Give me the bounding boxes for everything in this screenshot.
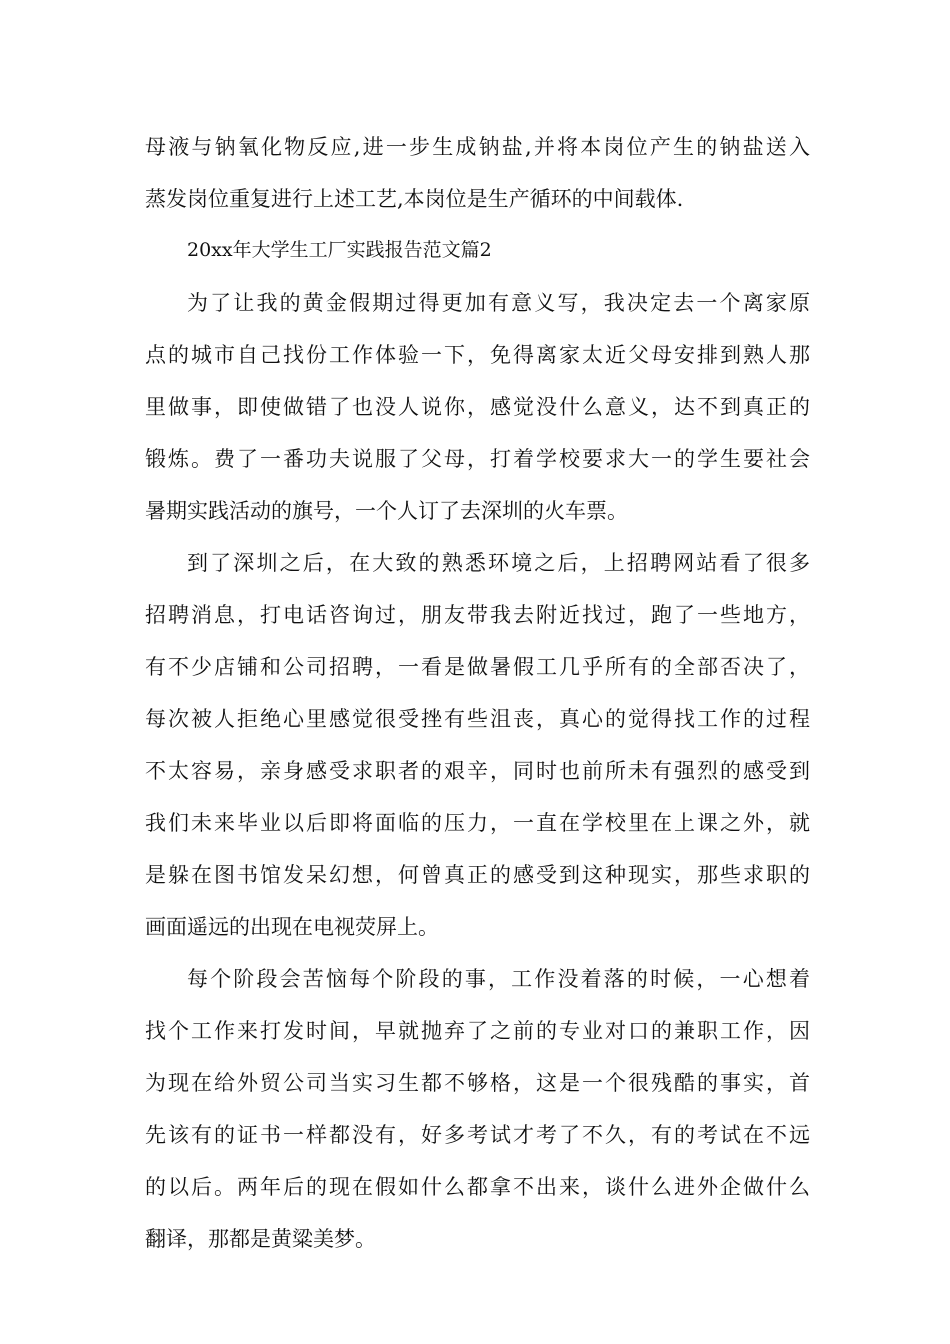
- section-heading: 20xx年大学生工厂实践报告范文篇2: [187, 239, 492, 261]
- text-line: 的以后。两年后的现在假如什么都拿不出来，谈什么进外企做什么: [145, 1175, 810, 1199]
- text-line: 画面遥远的出现在电视荧屏上。: [145, 915, 439, 939]
- text-line: 里做事，即使做错了也没人说你，感觉没什么意义，达不到真正的: [145, 395, 810, 419]
- text-line: 有不少店铺和公司招聘，一看是做暑假工几乎所有的全部否决了，: [145, 655, 810, 679]
- text-line: 暑期实践活动的旗号，一个人订了去深圳的火车票。: [145, 499, 628, 523]
- text-line: 每个阶段会苦恼每个阶段的事，工作没着落的时候，一心想着: [187, 967, 810, 991]
- text-line: 先该有的证书一样都没有，好多考试才考了不久，有的考试在不远: [145, 1123, 810, 1147]
- text-line: 到了深圳之后，在大致的熟悉环境之后，上招聘网站看了很多: [187, 551, 810, 575]
- text-line: 招聘消息，打电话咨询过，朋友带我去附近找过，跑了一些地方，: [145, 603, 810, 627]
- text-line: 不太容易，亲身感受求职者的艰辛，同时也前所未有强烈的感受到: [145, 759, 810, 783]
- text-line: 找个工作来打发时间，早就抛弃了之前的专业对口的兼职工作，因: [145, 1019, 810, 1043]
- text-line: 为了让我的黄金假期过得更加有意义写，我决定去一个离家原: [187, 291, 810, 315]
- text-line: 翻译，那都是黄粱美梦。: [145, 1227, 376, 1251]
- text-line: 为现在给外贸公司当实习生都不够格，这是一个很残酷的事实，首: [145, 1071, 810, 1095]
- text-line: 蒸发岗位重复进行上述工艺,本岗位是生产循环的中间载体.: [145, 187, 684, 211]
- text-line: 我们未来毕业以后即将面临的压力，一直在学校里在上课之外，就: [145, 811, 810, 835]
- text-line: 每次被人拒绝心里感觉很受挫有些沮丧，真心的觉得找工作的过程: [145, 707, 810, 731]
- text-line: 锻炼。费了一番功夫说服了父母，打着学校要求大一的学生要社会: [145, 447, 810, 471]
- text-line: 点的城市自己找份工作体验一下，免得离家太近父母安排到熟人那: [145, 343, 810, 367]
- text-line: 是躲在图书馆发呆幻想，何曾真正的感受到这种现实，那些求职的: [145, 863, 810, 887]
- text-line: 母液与钠氧化物反应,进一步生成钠盐,并将本岗位产生的钠盐送入: [145, 135, 810, 159]
